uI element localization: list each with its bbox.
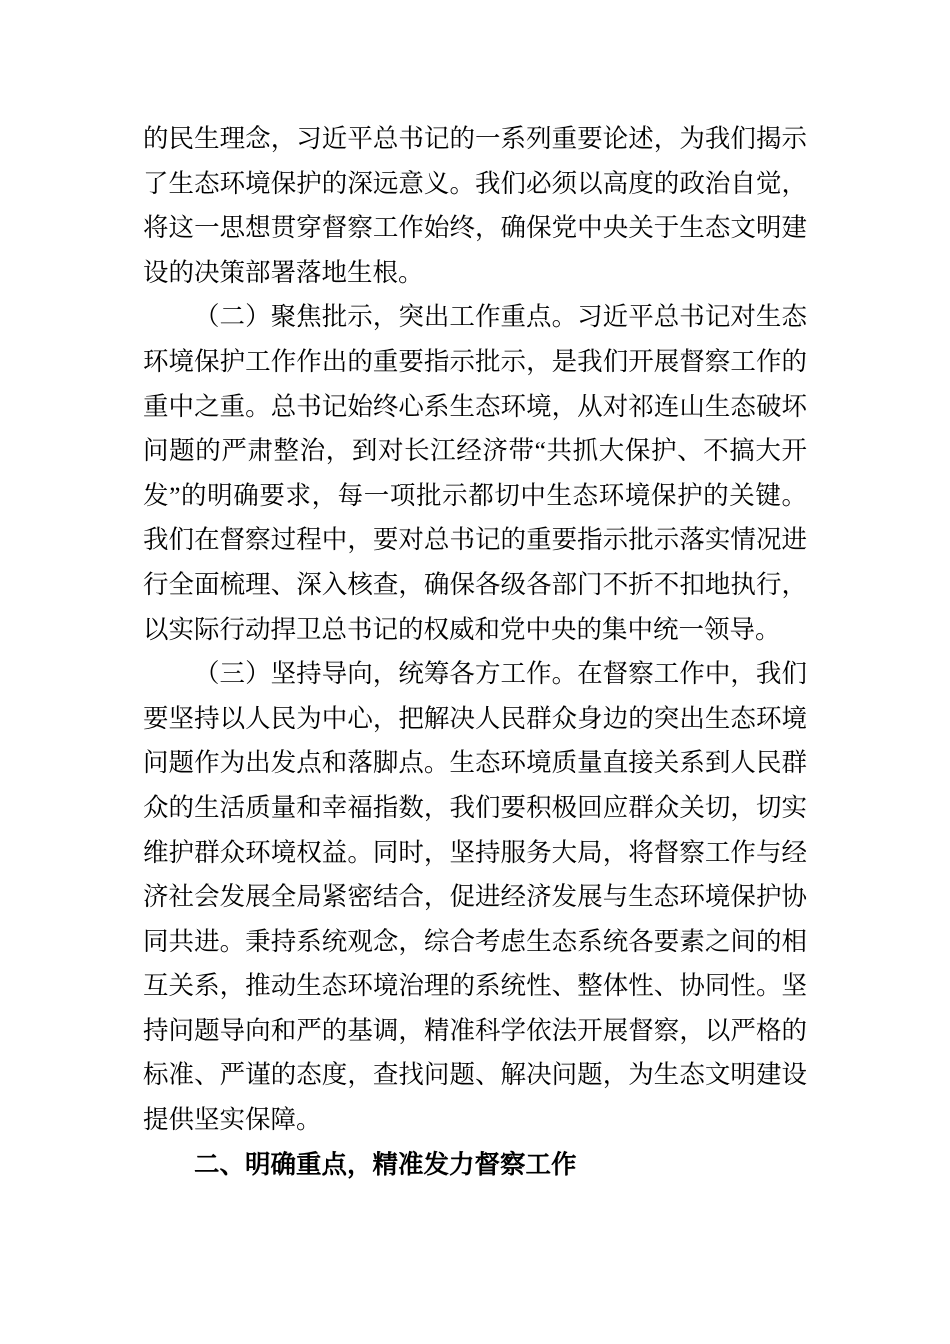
- paragraph-section-2: [143, 295, 807, 652]
- section-heading: 二、明确重点，精准发力督察工作: [194, 1150, 577, 1179]
- paragraph-lead: （三）坚持导向，统筹各方工作。: [194, 659, 578, 689]
- paragraph-continuation: [143, 117, 807, 295]
- paragraph-text: 的民生理念，习近平总书记的一系列重要论述，为我们揭示了生态环境保护的深远意义。我们必须以高度的政治自觉，将这一思想贯穿督察工作始终，确保党中央关于生态文明建设的决策部署落地生根。: [143, 124, 807, 287]
- paragraph-text: 习近平总书记对生态环境保护工作作出的重要指示批示，是我们开展督察工作的重中之重。总书记始终心系生态环境，从对祁连山生态破坏问题的严肃整治，到对长江经济带“共抓大保护、不搞大开发”的明确要求，每一项批示都切中生态环境保护的关键。我们在督察过程中，要对总书记的重要指示批示落实情况进行全面梳理、深入核查，确保各级各部门不折不扣地执行，以实际行动捍卫总书记的权威和党中央的集中统一领导。: [143, 302, 807, 644]
- paragraph-section-3: [143, 652, 807, 1143]
- document-body: [143, 117, 807, 1187]
- paragraph-text: 在督察工作中，我们要坚持以人民为中心，把解决人民群众身边的突出生态环境问题作为出发点和落脚点。生态环境质量直接关系到人民群众的生活质量和幸福指数，我们要积极回应群众关切，切实维护群众环境权益。同时，坚持服务大局，将督察工作与经济社会发展全局紧密结合，促进经济发展与生态环境保护协同共进。秉持系统观念，综合考虑生态系统各要素之间的相互关系，推动生态环境治理的系统性、整体性、协同性。坚持问题导向和严的基调，精准科学依法开展督察，以严格的标准、严谨的态度，查找问题、解决问题，为生态文明建设提供坚实保障。: [143, 659, 807, 1135]
- paragraph-lead: （二）聚焦批示，突出工作重点。: [194, 302, 578, 332]
